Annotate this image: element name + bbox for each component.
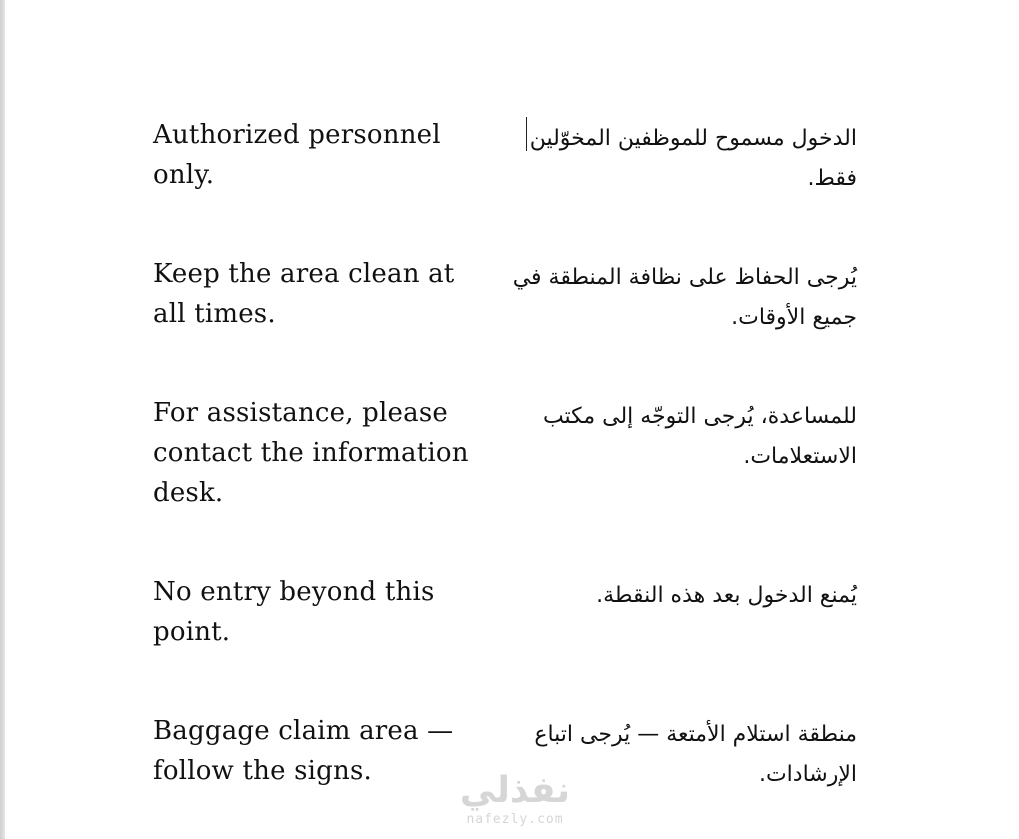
arabic-text: الدخول مسموح للموظفين المخوّلين فقط. [529, 126, 857, 191]
watermark [445, 770, 585, 828]
entry-row [153, 393, 863, 523]
arabic-text: منطقة استلام الأمتعة — يُرجى اتباع الإرشادات. [534, 722, 857, 787]
arabic-text: للمساعدة، يُرجى التوجّه إلى مكتب الاستعلامات. [542, 404, 857, 469]
watermark-url: nafezly.com [466, 812, 564, 827]
english-text: Authorized personnel only. [153, 120, 441, 190]
english-text: Keep the area clean at all times. [153, 259, 455, 329]
arabic-text: يُمنع الدخول بعد هذه النقطة. [596, 583, 857, 608]
entry-row [153, 254, 863, 384]
english-text: For assistance, please contact the information desk. [153, 398, 469, 508]
entry-row [153, 115, 863, 245]
watermark-logo: نفذلي [459, 770, 571, 811]
entry-row [153, 572, 863, 702]
arabic-text: يُرجى الحفاظ على نظافة المنطقة في جميع الأوقات. [512, 265, 857, 330]
document-page[interactable] [5, 0, 1019, 839]
english-text: Baggage claim area — follow the signs. [153, 716, 454, 786]
english-text: No entry beyond this point. [153, 577, 435, 647]
